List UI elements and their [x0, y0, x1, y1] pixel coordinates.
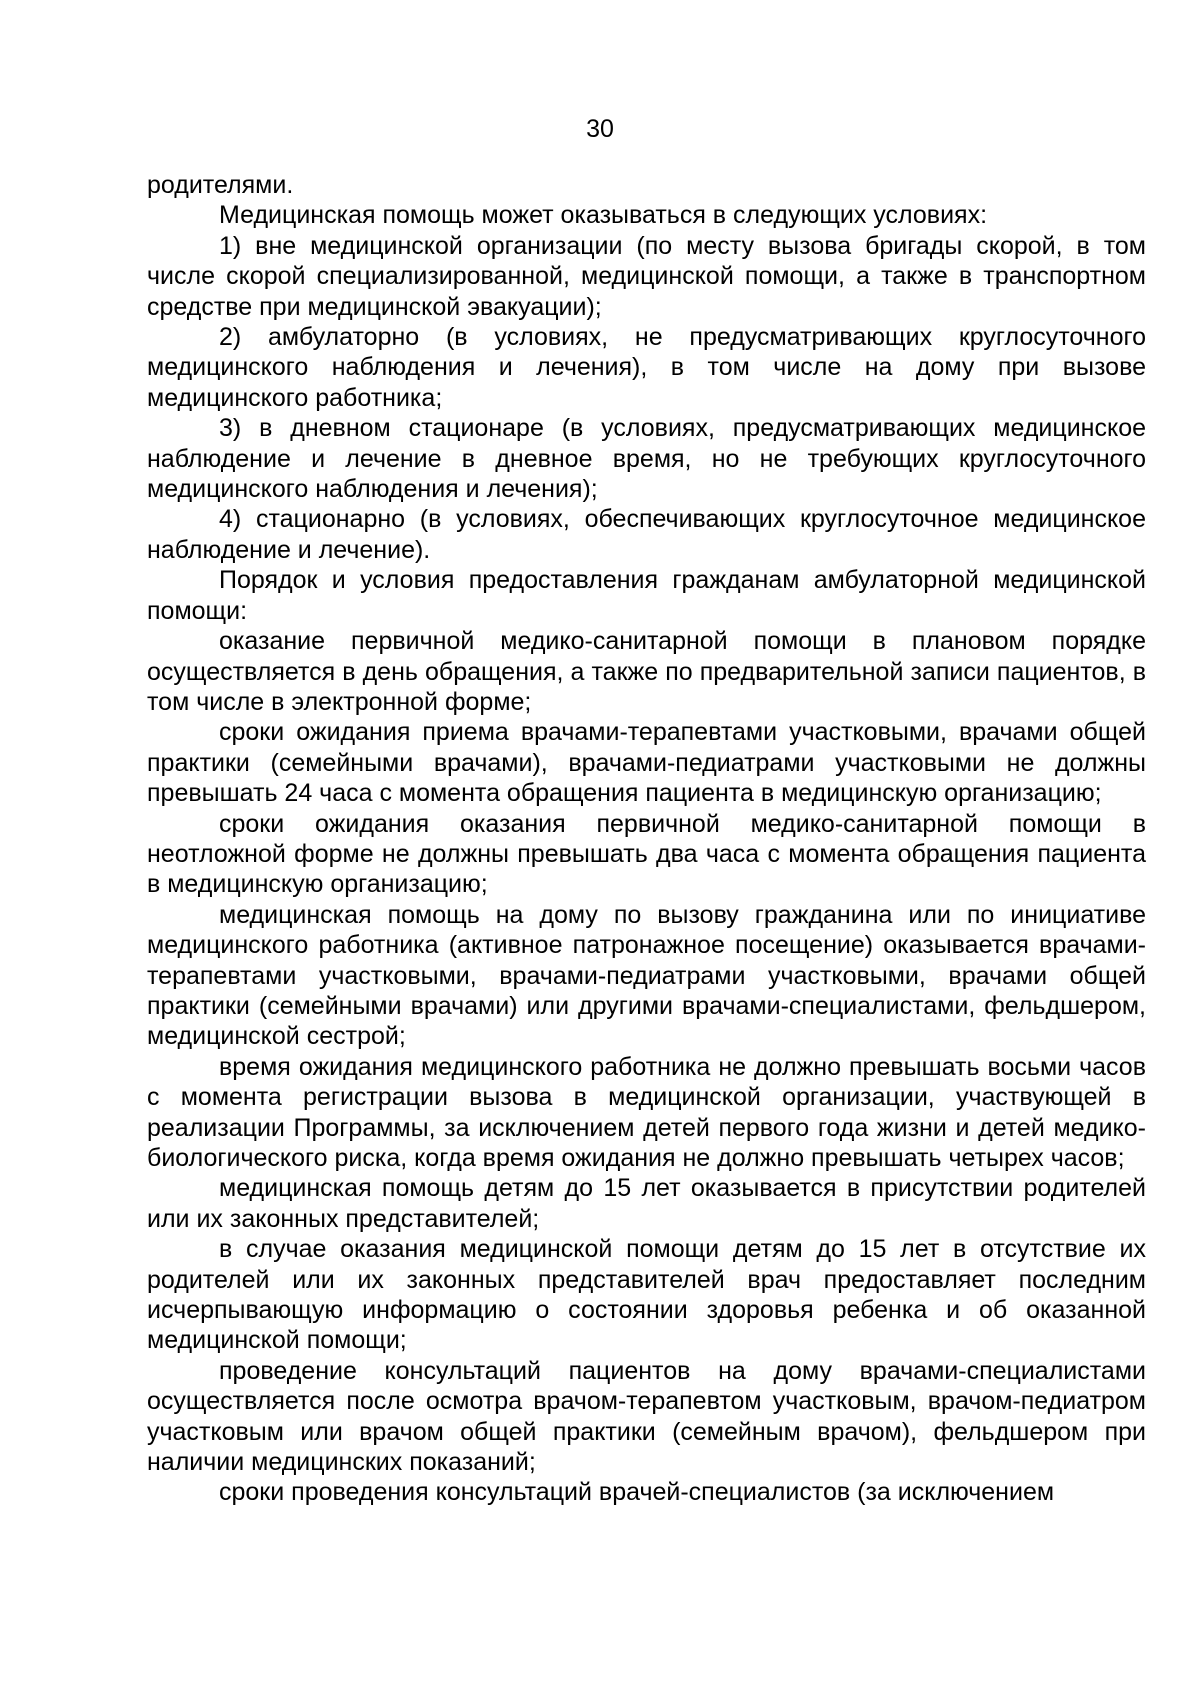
paragraph-condition-1: 1) вне медицинской организации (по месту вызова бригады скорой, в том числе скорой специализированной, медицинской помощи, а также в транспортном средстве при медицинской эвакуации); — [147, 231, 1146, 321]
paragraph-home-consultations: проведение консультаций пациентов на дому врачами-специалистами осуществляется после осмотра врачом-терапевтом участковым, врачом-педиатром участковым или врачом общей практики (семейным врачом), фельдшером при наличии медицинских показаний; — [147, 1356, 1146, 1477]
paragraph-children-parents-present: медицинская помощь детям до 15 лет оказывается в присутствии родителей или их законных представителей; — [147, 1174, 1146, 1233]
document-body — [147, 170, 1146, 1508]
paragraph-outpatient-intro: Порядок и условия предоставления гражданам амбулаторной медицинской помощи: — [147, 566, 1146, 625]
paragraph-children-parents-absent: в случае оказания медицинской помощи детям до 15 лет в отсутствие их родителей или их законных представителей врач предоставляет последним исчерпывающую информацию о состоянии здоровья ребенка и об оказанной медицинской помощи; — [147, 1235, 1146, 1355]
paragraph-waiting-time-urgent: сроки ожидания оказания первичной медико-санитарной помощи в неотложной форме не должны превышать два часа с момента обращения пациента в медицинскую организацию; — [147, 809, 1146, 899]
paragraph-continuation: родителями. — [147, 171, 294, 199]
paragraph-consultation-terms: сроки проведения консультаций врачей-специалистов (за исключением — [219, 1478, 1055, 1507]
paragraph-home-care: медицинская помощь на дому по вызову гражданина или по инициативе медицинского работника (активное патронажное посещение) оказывается врачами-терапевтами участковыми, врачами-педиатрами участковыми, врачами общей практики (семейными врачами) или другими врачами-специалистами, фельдшером, медицинской сестрой; — [147, 900, 1146, 1051]
paragraph-primary-care: оказание первичной медико-санитарной помощи в плановом порядке осуществляется в день обращения, а также по предварительной записи пациентов, в том числе в электронной форме; — [147, 627, 1146, 716]
paragraph-conditions-intro: Медицинская помощь может оказываться в следующих условиях: — [219, 201, 988, 230]
paragraph-condition-4: 4) стационарно (в условиях, обеспечивающих круглосуточное медицинское наблюдение и лечение). — [147, 505, 1146, 564]
paragraph-home-visit-waiting: время ожидания медицинского работника не должно превышать восьми часов с момента регистрации вызова в медицинской организации, участвующей в реализации Программы, за исключением детей первого года жизни и детей медико-биологического риска, когда время ожидания не должно превышать четырех часов; — [147, 1052, 1146, 1172]
paragraph-condition-3: 3) в дневном стационаре (в условиях, предусматривающих медицинское наблюдение и лечение в дневное время, но не требующих круглосуточного медицинского наблюдения и лечения); — [147, 414, 1146, 504]
page-number: 30 — [586, 115, 614, 143]
paragraph-condition-2: 2) амбулаторно (в условиях, не предусматривающих круглосуточного медицинского наблюдения и лечения), в том числе на дому при вызове медицинского работника; — [147, 323, 1146, 412]
paragraph-waiting-time-reception: сроки ожидания приема врачами-терапевтами участковыми, врачами общей практики (семейными врачами), врачами-педиатрами участковыми не должны превышать 24 часа с момента обращения пациента в медицинскую организацию; — [147, 718, 1146, 808]
